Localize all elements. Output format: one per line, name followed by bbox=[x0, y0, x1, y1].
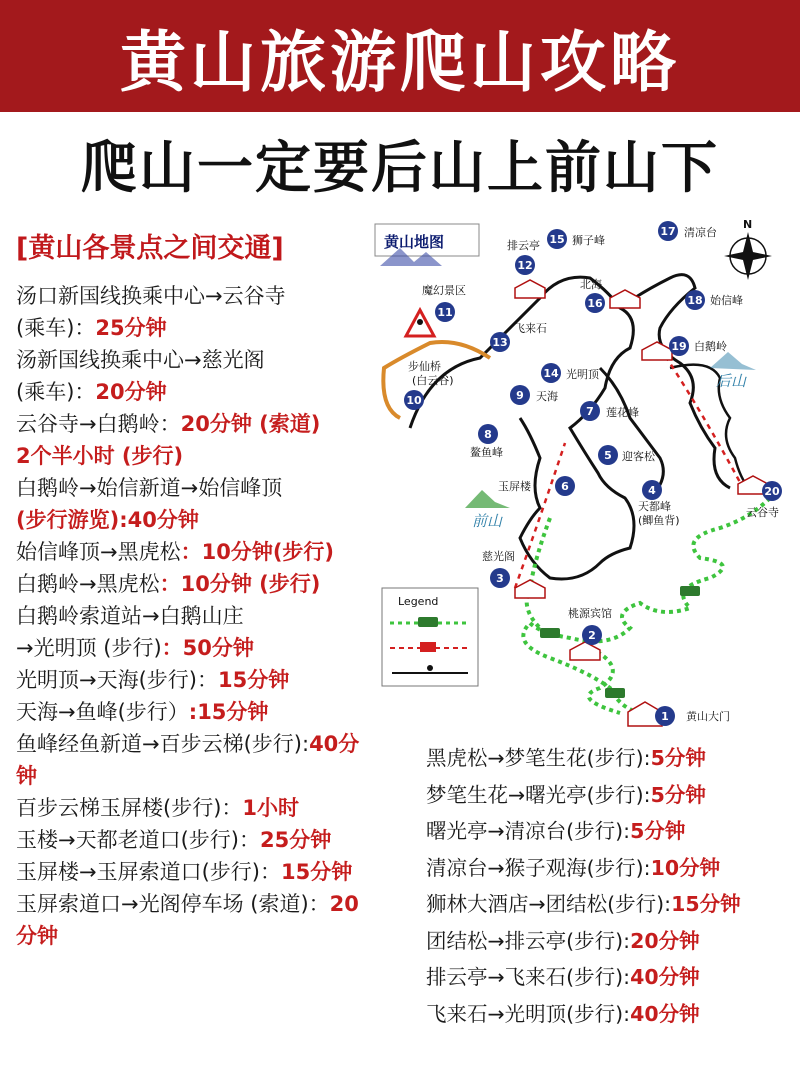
transport-line bbox=[426, 923, 741, 960]
spot-number: 10 bbox=[406, 394, 422, 407]
spot-name: 北海 bbox=[580, 278, 602, 291]
bus-icon bbox=[605, 688, 625, 698]
spot-number: 9 bbox=[516, 389, 524, 402]
spot-name: 排云亭 bbox=[507, 239, 540, 252]
transport-line bbox=[426, 777, 741, 814]
trail-center bbox=[600, 368, 663, 498]
route-text: 汤口新国线换乘中心→云谷寺 bbox=[16, 284, 286, 308]
route-text: 清凉台→猴子观海(步行): bbox=[426, 855, 651, 880]
bus-icon bbox=[540, 628, 560, 638]
area-back: 后山 bbox=[716, 372, 747, 390]
spot-number: 17 bbox=[660, 225, 676, 238]
duration-text: 5分钟 bbox=[630, 819, 686, 843]
spot-number: 12 bbox=[517, 259, 533, 272]
route-text: 玉屏索道口→光阁停车场 (索道)： bbox=[16, 892, 330, 916]
compass-icon bbox=[724, 218, 772, 280]
duration-text: 20分钟 bbox=[630, 928, 700, 953]
transport-line bbox=[426, 740, 741, 777]
duration-text: ：10分钟(步行) bbox=[180, 540, 335, 564]
transport-line bbox=[426, 959, 741, 996]
spot-number: 1 bbox=[661, 710, 669, 723]
duration-text: 25分钟 bbox=[95, 316, 167, 340]
route-text: 排云亭→飞来石(步行): bbox=[426, 965, 631, 989]
spot-number: 3 bbox=[496, 572, 504, 585]
spot-number: 14 bbox=[543, 367, 559, 380]
transport-line bbox=[16, 376, 359, 408]
route-text: 玉楼→天都老道口(步行)： bbox=[16, 828, 260, 852]
spot-name: 狮子峰 bbox=[572, 234, 605, 247]
route-text: 狮林大酒店→团结松(步行): bbox=[426, 892, 672, 916]
right-transport-list bbox=[426, 740, 741, 1032]
transport-line bbox=[16, 824, 359, 856]
duration-text: 分钟 bbox=[16, 924, 58, 948]
legend-title: Legend bbox=[398, 595, 439, 608]
transport-line bbox=[16, 728, 359, 760]
spot-name: 天都峰 bbox=[638, 500, 671, 513]
duration-text: (步行游览):40分钟 bbox=[16, 508, 199, 532]
route-text: 云谷寺→白鹅岭： bbox=[16, 412, 181, 436]
spot-number: 11 bbox=[437, 306, 453, 319]
spot-name: (鲫鱼背) bbox=[638, 514, 680, 527]
spot-number: 7 bbox=[586, 405, 594, 418]
map-legend bbox=[382, 588, 478, 686]
spot-number: 8 bbox=[484, 428, 492, 441]
duration-text: 2个半小时 (步行) bbox=[16, 444, 184, 468]
duration-text: 20分钟 bbox=[95, 380, 167, 404]
route-text: 曙光亭→清凉台(步行): bbox=[426, 819, 631, 843]
duration-text: 15分钟 bbox=[280, 860, 353, 884]
duration-text: 5分钟 bbox=[650, 746, 706, 770]
transport-line bbox=[16, 856, 359, 888]
page-subtitle: 爬山一定要后山上前山下 bbox=[81, 136, 719, 201]
duration-text: ：50分钟 bbox=[161, 636, 254, 660]
spot-number: 13 bbox=[492, 336, 508, 349]
spot-number: 20 bbox=[764, 485, 780, 498]
duration-text: 40分钟 bbox=[630, 965, 700, 989]
spot-name: 迎客松 bbox=[622, 450, 655, 463]
spot-name: 黄山大门 bbox=[686, 710, 730, 723]
spot-name: 始信峰 bbox=[710, 294, 743, 307]
route-text: 百步云梯玉屏楼(步行)： bbox=[16, 796, 243, 820]
route-text: (乘车)： bbox=[16, 316, 96, 340]
route-text: 玉屏楼→玉屏索道口(步行)： bbox=[16, 860, 281, 884]
transport-line bbox=[16, 312, 359, 344]
spot-name: (白云谷) bbox=[412, 374, 454, 387]
spot-name: 玉屏楼 bbox=[498, 480, 531, 493]
page-title: 黄山旅游爬山攻略 bbox=[120, 23, 680, 101]
duration-text: 15分钟 bbox=[671, 892, 741, 916]
transport-line bbox=[16, 792, 359, 824]
transport-line bbox=[426, 813, 741, 850]
spot-number: 15 bbox=[549, 233, 565, 246]
duration-text: 钟 bbox=[16, 764, 37, 788]
spot-number: 18 bbox=[687, 294, 703, 307]
transport-line bbox=[16, 888, 359, 920]
transport-line bbox=[16, 408, 359, 440]
map-canvas bbox=[370, 218, 800, 738]
spot-name: 云谷寺 bbox=[746, 506, 779, 519]
compass-n: N bbox=[743, 218, 753, 231]
map-title: 黄山地图 bbox=[384, 233, 445, 251]
transport-line bbox=[16, 440, 359, 472]
route-text: 鱼峰经鱼新道→百步云梯(步行): bbox=[16, 732, 310, 756]
route-text: 汤新国线换乘中心→慈光阁 bbox=[16, 348, 265, 372]
duration-text: :15分钟 bbox=[188, 700, 269, 724]
route-text: 白鹅岭索道站→白鹅山庄 bbox=[16, 604, 244, 628]
spot-name: 慈光阁 bbox=[482, 550, 515, 563]
transport-line bbox=[16, 536, 359, 568]
transport-line bbox=[16, 472, 359, 504]
spot-number: 5 bbox=[604, 449, 612, 462]
cable-route-west bbox=[515, 443, 565, 588]
huangshan-map bbox=[370, 218, 800, 738]
route-text: 团结松→排云亭(步行): bbox=[426, 928, 631, 953]
spot-number: 16 bbox=[587, 297, 603, 310]
transport-line bbox=[16, 632, 359, 664]
route-text: 黑虎松→梦笔生花(步行): bbox=[426, 746, 651, 770]
warning-sign-icon bbox=[406, 310, 434, 336]
transport-line bbox=[16, 568, 359, 600]
duration-text: 40分钟 bbox=[630, 1001, 700, 1026]
bus-road-east bbox=[523, 498, 770, 713]
spot-number: 4 bbox=[648, 484, 656, 497]
duration-text: 20 bbox=[329, 892, 359, 916]
transport-line bbox=[16, 696, 359, 728]
mountain-icon bbox=[710, 352, 756, 370]
spot-name: 莲花峰 bbox=[606, 406, 639, 419]
spot-name: 天海 bbox=[536, 390, 558, 403]
route-text: →光明顶 (步行) bbox=[16, 636, 162, 660]
spot-name: 清凉台 bbox=[684, 226, 717, 239]
spot-name: 步仙桥 bbox=[408, 360, 441, 373]
route-text: 白鹅岭→始信新道→始信峰顶 bbox=[16, 476, 283, 500]
route-text: (乘车)： bbox=[16, 380, 96, 404]
bus-road-center bbox=[527, 518, 550, 628]
duration-text: 10分钟 bbox=[650, 855, 721, 880]
transport-line bbox=[16, 920, 359, 952]
spot-number: 19 bbox=[671, 340, 687, 353]
spot-number: 2 bbox=[588, 629, 596, 642]
transport-line bbox=[16, 504, 359, 536]
duration-text: ：10分钟 (步行) bbox=[159, 572, 321, 596]
route-text: 飞来石→光明顶(步行): bbox=[426, 1001, 631, 1026]
spot-name: 飞来石 bbox=[514, 322, 547, 335]
spot-name: 白鹅岭 bbox=[694, 340, 727, 353]
route-text: 天海→鱼峰(步行） bbox=[16, 700, 189, 724]
spot-name: 鳌鱼峰 bbox=[470, 446, 503, 459]
bus-icon bbox=[680, 586, 700, 596]
duration-text: 20分钟 (索道) bbox=[180, 412, 321, 436]
spot-name: 桃源宾馆 bbox=[568, 607, 612, 620]
route-text: 梦笔生花→曙光亭(步行): bbox=[426, 782, 651, 807]
duration-text: 15分钟 bbox=[217, 668, 290, 692]
spot-number: 6 bbox=[561, 480, 569, 493]
transport-line bbox=[16, 664, 359, 696]
area-front: 前山 bbox=[472, 512, 503, 530]
route-text: 光明顶→天海(步行)： bbox=[16, 668, 218, 692]
transport-line bbox=[426, 850, 741, 887]
duration-text: 25分钟 bbox=[259, 828, 332, 852]
transport-line bbox=[16, 344, 359, 376]
left-transport-list bbox=[16, 280, 359, 952]
duration-text: 40分 bbox=[309, 732, 360, 756]
title-banner bbox=[0, 0, 800, 112]
transport-line bbox=[426, 996, 741, 1033]
duration-text: 5分钟 bbox=[650, 782, 706, 807]
transport-line bbox=[16, 280, 359, 312]
transport-line bbox=[16, 600, 359, 632]
spot-name: 光明顶 bbox=[566, 368, 599, 381]
route-text: 白鹅岭→黑虎松 bbox=[16, 572, 160, 596]
transport-line bbox=[16, 760, 359, 792]
duration-text: 1小时 bbox=[242, 796, 300, 820]
route-text: 始信峰顶→黑虎松 bbox=[16, 540, 181, 564]
section-heading: [黄山各景点之间交通] bbox=[16, 233, 284, 264]
spot-name: 魔幻景区 bbox=[422, 284, 466, 297]
transport-line bbox=[426, 886, 741, 923]
